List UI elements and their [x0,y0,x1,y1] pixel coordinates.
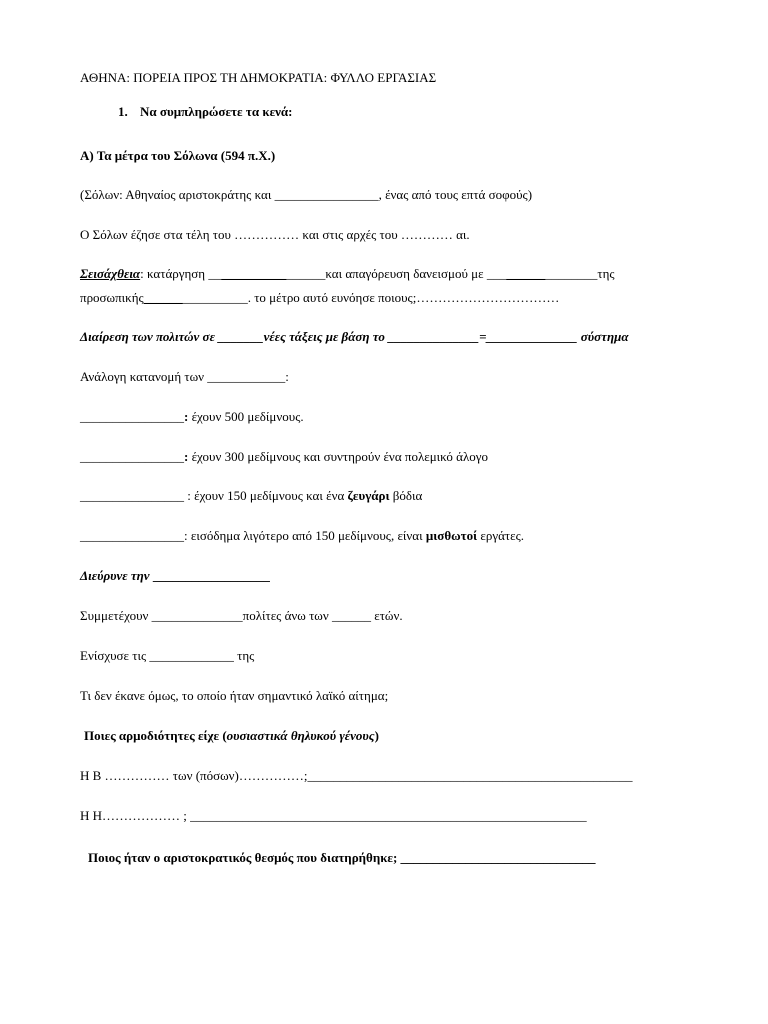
class-row-2 [80,449,488,465]
line-text: ) [374,728,379,743]
line-text: Διεύρυνε την [80,568,150,583]
popular-demand-question: Τι δεν έκανε όμως, το οποίο ήταν σημαντικό λαϊκό αίτημα; [80,688,389,703]
colon: : [184,409,189,424]
question-text: Να συμπληρώσετε τα κενά: [140,104,293,119]
line-text: , ένας από τους επτά σοφούς) [378,187,533,202]
line-text: __________. το μέτρο αυτό ευνόησε ποιους;…………………………… [182,290,560,305]
heliaia-line: Η Η……………… ; _____________________________________________________________ [80,808,587,823]
aristocratic-institution-question: Ποιος ήταν ο αριστοκρατικός θεσμός που διατηρήθηκε; ______________________________ [88,850,596,865]
page-title: ΑΘΗΝΑ: ΠΟΡΕΙΑ ΠΡΟΣ ΤΗ ΔΗΜΟΚΡΑΤΙΑ: ΦΥΛΛΟ ΕΡΓΑΣΙΑΣ [80,70,437,85]
boule-line: Η Β …………… των (πόσων)……………;__________________________________________________ [80,768,633,783]
class-text: βόδια [389,488,423,503]
class-text: έχουν 300 μεδίμνους και συντηρούν ένα πολεμικό άλογο [188,449,489,464]
colon: : [184,449,189,464]
distribution-line: Ανάλογη κατανομή των ____________: [80,369,289,384]
line-text: ______και απαγόρευση δανεισμού με ___ [286,266,507,281]
class-row-4 [80,528,524,544]
blank-field: __________________ [149,568,270,583]
line-text: (Σόλων: Αθηναίος αριστοκράτης και [80,187,275,202]
question-number: 1. [118,104,128,119]
strengthened-line: Ενίσχυσε τις _____________ της [80,648,255,663]
solon-lived-line: Ο Σόλων έζησε στα τέλη του …………… και στις αρχές του ………… αι. [80,227,470,242]
line-text: ουσιαστικά θηλυκού γένους [226,728,375,743]
line-text: Ποιες αρμοδιότητες είχε ( [84,728,227,743]
seisachtheia-line-cont [80,290,559,306]
term-seisachtheia: Σεισάχθεια [80,266,141,281]
bold-word: μισθωτοί [425,528,478,543]
blank-field: __________ [221,266,287,281]
line-text: Διαίρεση των πολιτών σε _______νέες τάξεις με βάση το ______________=______________ [80,329,581,344]
class-text: : εισόδημα λιγότερο από 150 μεδίμνους, είναι [184,528,426,543]
line-text: ________της [545,266,615,281]
expanded-line [80,568,270,584]
line-text: σύστημα [580,329,629,344]
seisachtheia-line [80,266,615,282]
class-text: εργάτες. [477,528,524,543]
blank-field: ________________ [274,187,379,202]
line-text: προσωπικής [80,290,144,305]
line-text: : κατάργηση __ [140,266,222,281]
colon: : [184,488,191,503]
blank-field: ________________ [80,528,184,543]
question-1 [118,104,293,120]
blank-field: ________________ [80,488,184,503]
section-a-heading: Α) Τα μέτρα του Σόλωνα (594 π.Χ.) [80,148,276,163]
blank-field: ______ [506,266,546,281]
participation-line: Συμμετέχουν ______________πολίτες άνω των ______ ετών. [80,608,403,623]
competences-heading [84,728,379,744]
class-text: έχουν 500 μεδίμνους. [188,409,304,424]
class-text: έχουν 150 μεδίμνους και ένα [190,488,348,503]
class-row-3 [80,488,422,504]
blank-field: ________________ [80,449,184,464]
solon-intro-line [80,187,532,203]
bold-word: ζευγάρι [347,488,390,503]
blank-field: ________________ [80,409,184,424]
class-row-1 [80,409,304,425]
citizens-division-line [80,329,629,345]
blank-field: ______ [143,290,183,305]
